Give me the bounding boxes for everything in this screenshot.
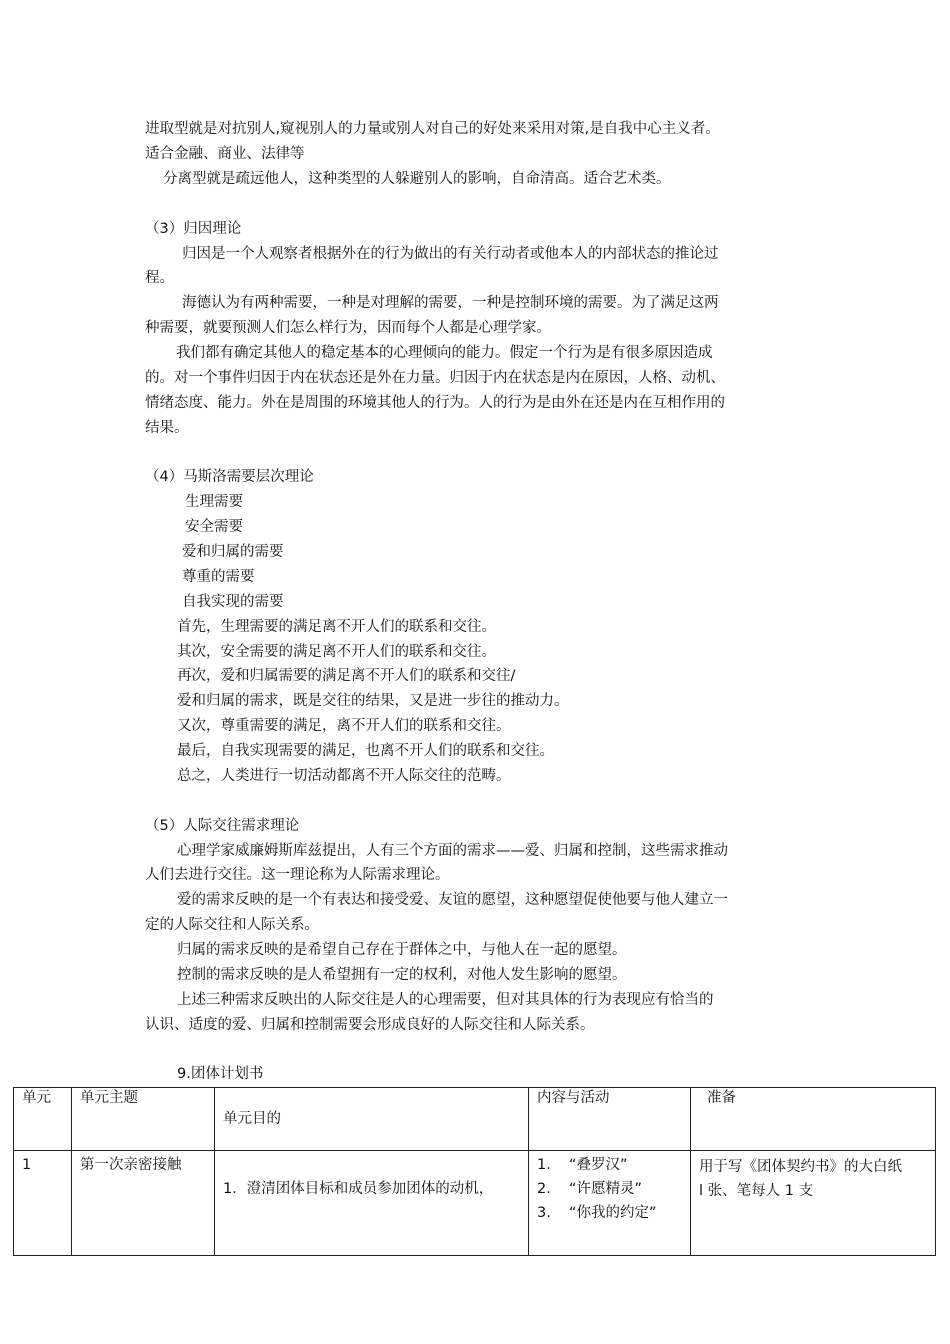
list-item: 尊重的需要 (182, 569, 255, 585)
list-item: 安全需要 (185, 519, 243, 535)
text-line: 爱的需求反映的是一个有表达和接受爱、友谊的愿望，这种愿望促使他要与他人建立一 (177, 892, 728, 908)
text-line: 定的人际交往和人际关系。 (145, 917, 319, 933)
section-heading: （4）马斯洛需要层次理论 (145, 469, 314, 485)
text-line: 的。对一个事件归因于内在状态还是外在力量。归因于内在状态是内在原因，人格、动机、 (145, 370, 725, 386)
header-purpose: 单元目的 (215, 1088, 529, 1151)
text-line: 我们都有确定其他人的稳定基本的心理倾向的能力。假定一个行为是有很多原因造成 (176, 345, 713, 361)
text-line: 心理学家威廉姆斯库兹提出，人有三个方面的需求——爱、归属和控制，这些需求推动 (177, 843, 728, 859)
header-unit: 单元 (14, 1088, 72, 1151)
table-row (14, 1151, 936, 1256)
table-header-row (14, 1088, 936, 1151)
text-line: 进取型就是对抗别人,窥视别人的力量或别人对自己的好处来采用对策,是自我中心主义者。 (145, 121, 720, 137)
text-line: 又次，尊重需要的满足，离不开人们的联系和交往。 (177, 718, 511, 734)
list-item: 2. “许愿精灵” (537, 1181, 643, 1197)
activity-list (537, 1151, 682, 1225)
text-line: 最后，自我实现需要的满足，也离不开人们的联系和交往。 (177, 743, 554, 759)
text-line: 程。 (145, 270, 174, 286)
header-activities: 内容与活动 (529, 1088, 691, 1151)
text-line: 总之，人类进行一切活动都离不开人际交往的范畴。 (177, 768, 511, 784)
text-line: 种需要，就要预测人们怎么样行为，因而每个人都是心理学家。 (145, 320, 551, 336)
cell-theme: 第一次亲密接触 (72, 1151, 215, 1256)
cell-purpose: 1．澄清团体目标和成员参加团体的动机， (215, 1151, 529, 1256)
text-line: 情绪态度、能力。外在是周围的环境其他人的行为。人的行为是由外在还是内在互相作用的 (145, 395, 725, 411)
text-line: 再次，爱和归属需要的满足离不开人们的联系和交往/ (177, 668, 516, 684)
text-line: 归属的需求反映的是希望自己存在于群体之中，与他人在一起的愿望。 (177, 942, 627, 958)
cell-unit: 1 (14, 1151, 72, 1256)
text-line: 爱和归属的需求，既是交往的结果，又是进一步往的推动力。 (177, 693, 569, 709)
text-line: 归因是一个人观察者根据外在的行为做出的有关行动者或他本人的内部状态的推论过 (182, 246, 719, 262)
list-item: 1. “叠罗汉” (537, 1157, 628, 1173)
header-prep: 准备 (691, 1088, 936, 1151)
group-plan-table (13, 1087, 936, 1256)
list-item: 爱和归属的需要 (182, 544, 284, 560)
prep-line: l 张、笔每人 1 支 (699, 1183, 814, 1199)
cell-activities (529, 1151, 691, 1256)
text-line: 分离型就是疏远他人，这种类型的人躲避别人的影响，自命清高。适合艺术类。 (163, 171, 671, 187)
section-heading: （5）人际交往需求理论 (145, 818, 300, 834)
list-item: 生理需要 (185, 494, 243, 510)
text-line: 适合金融、商业、法律等 (145, 146, 305, 162)
text-line: 控制的需求反映的是人希望拥有一定的权利，对他人发生影响的愿望。 (177, 967, 627, 983)
list-item: 3. “你我的约定” (537, 1205, 657, 1221)
section-heading: （3）归因理论 (145, 221, 242, 237)
table-caption: 9.团体计划书 (177, 1066, 264, 1082)
text-line: 人们去进行交往。这一理论称为人际需求理论。 (145, 867, 450, 883)
prep-line: 用于写《团体契约书》的大白纸 (699, 1159, 902, 1175)
text-line: 认识、适度的爱、归属和控制需要会形成良好的人际交往和人际关系。 (145, 1017, 595, 1033)
text-line: 结果。 (145, 420, 189, 436)
text-line: 其次，安全需要的满足离不开人们的联系和交往。 (177, 644, 496, 660)
text-line: 上述三种需求反映出的人际交往是人的心理需要，但对其具体的行为表现应有恰当的 (177, 992, 714, 1008)
list-item: 自我实现的需要 (182, 594, 284, 610)
text-line: 首先，生理需要的满足离不开人们的联系和交往。 (177, 619, 496, 635)
cell-prep (691, 1151, 936, 1256)
text-line: 海德认为有两种需要，一种是对理解的需要，一种是控制环境的需要。为了满足这两 (182, 295, 719, 311)
header-theme: 单元主题 (72, 1088, 215, 1151)
